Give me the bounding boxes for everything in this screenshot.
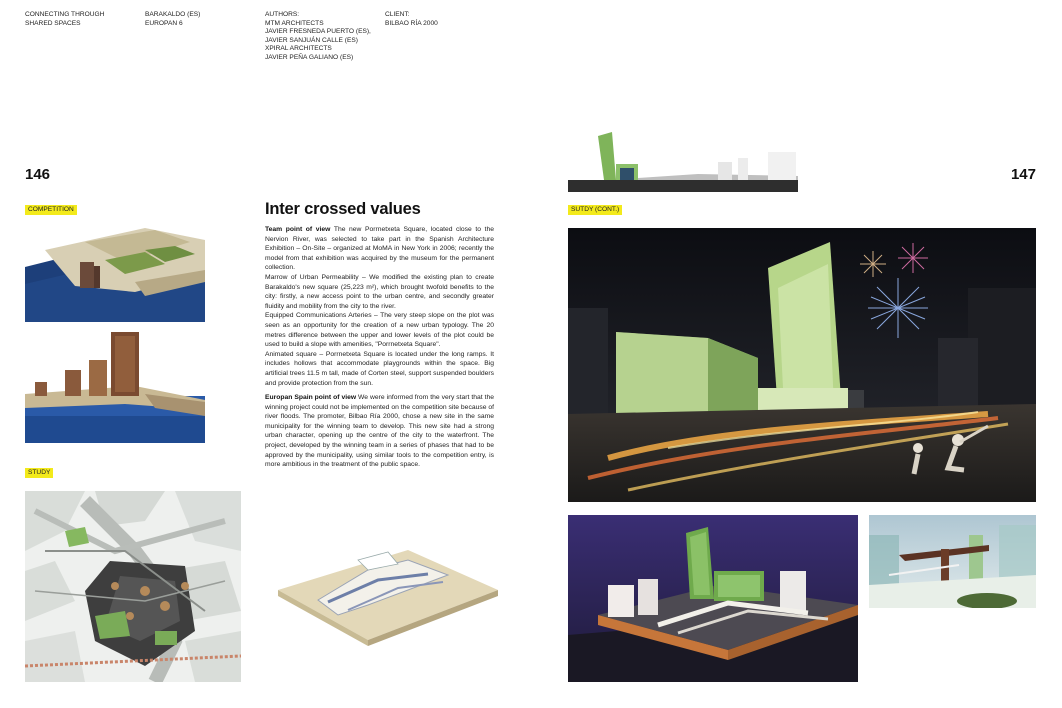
article-paragraph-team: [265, 225, 494, 273]
bridge-rendering-image: [869, 515, 1036, 608]
header-col-authors: [265, 11, 375, 63]
study-model-center-image: [258, 530, 506, 666]
tag-study-cont: SUTDY (CONT.): [568, 205, 622, 215]
article-lead-europan: Europan Spain point of view: [265, 394, 357, 402]
article-body: [265, 225, 494, 470]
header-authors-line-1: AUTHORS:: [265, 11, 300, 18]
header-client-line-1: CLIENT:: [385, 11, 410, 18]
header-location-line-1: BARAKALDO (ES): [145, 11, 201, 18]
header-authors-line-5: XPIRAL ARCHITECTS: [265, 45, 332, 53]
night-rendering-image: [568, 228, 1036, 502]
header-location-line-2: EUROPAN 6: [145, 19, 183, 27]
article-paragraph-arteries: Equipped Communications Arteries – The very steep slope on the plot was seen as an opportunity for the creation of a new urban typology. The 20 metres difference between the upper and lower levels of the plot could be used to build a slope with amenities, "Porrnetxeta Square".: [265, 312, 494, 349]
header-col-location: [145, 11, 245, 28]
elevation-drawing-image: [568, 130, 798, 192]
competition-model-aerial-image: [25, 222, 205, 322]
model-night-image: [568, 515, 858, 682]
header-col-client: [385, 11, 485, 28]
article-text-team: The new Porrnetxeta Square, located close to the Nervion River, was selected to take part in the Spanish Architecture Exhibition – On-Site – organized at MoMA in New York in 2006; recently the model from that exhibition was acquired by the museum for the permanent collection.: [265, 226, 494, 272]
page-number-right: 147: [1010, 166, 1036, 183]
article-title: Inter crossed values: [265, 200, 421, 218]
header-project-line-1: CONNECTING THROUGH: [25, 11, 105, 18]
header-authors-line-4: JAVIER SANJUÁN CALLE (ES): [265, 36, 358, 44]
article-paragraph-europan: [265, 393, 494, 470]
header-authors-line-2: MTM ARCHITECTS: [265, 19, 324, 27]
study-site-plan-image: [25, 491, 241, 682]
header-project-line-2: SHARED SPACES: [25, 19, 81, 27]
header-col-project: [25, 11, 135, 28]
header-authors-line-3: JAVIER FRESNEDA PUERTO (ES),: [265, 28, 371, 36]
tag-study: STUDY: [25, 468, 53, 478]
article-text-europan: We were informed from the very start that the winning project could not be implemented on the competition site because of river floods. The promoter, Bilbao Ría 2000, chose a new site in the same municipality for the winning team to develop. This new site had a strong urban character, opening up the centre of the city to the waterfront. The project, developed by the winning team in a series of phases that had to be approved by the municipality, using similar tools to the competition entry, is more ambitious in the treatment of the public space.: [265, 394, 494, 469]
header-client-line-2: BILBAO RÍA 2000: [385, 19, 438, 27]
page-number-left: 146: [25, 166, 51, 183]
article-paragraph-animated: Animated square – Porrnetxeta Square is located under the long ramps. It includes hollows that accommodate playgrounds within the space. Big artificial trees 11.5 m tall, made of Corten steel, support suspended boulders and provide protection from the sun.: [265, 350, 494, 387]
article-lead-team: Team point of view: [265, 226, 331, 233]
competition-model-towers-image: [25, 330, 205, 443]
article-paragraph-marrow: Marrow of Urban Permeability – We modified the existing plan to create Barakaldo's new square (25,223 m²), which brought twofold benefits to the city: firstly, a new access point to the urban centre, and secondly greater fluidity and mobility from the city to the river.: [265, 273, 494, 310]
header-authors-line-6: JAVIER PEÑA GALIANO (ES): [265, 53, 354, 61]
tag-competition: COMPETITION: [25, 205, 77, 215]
